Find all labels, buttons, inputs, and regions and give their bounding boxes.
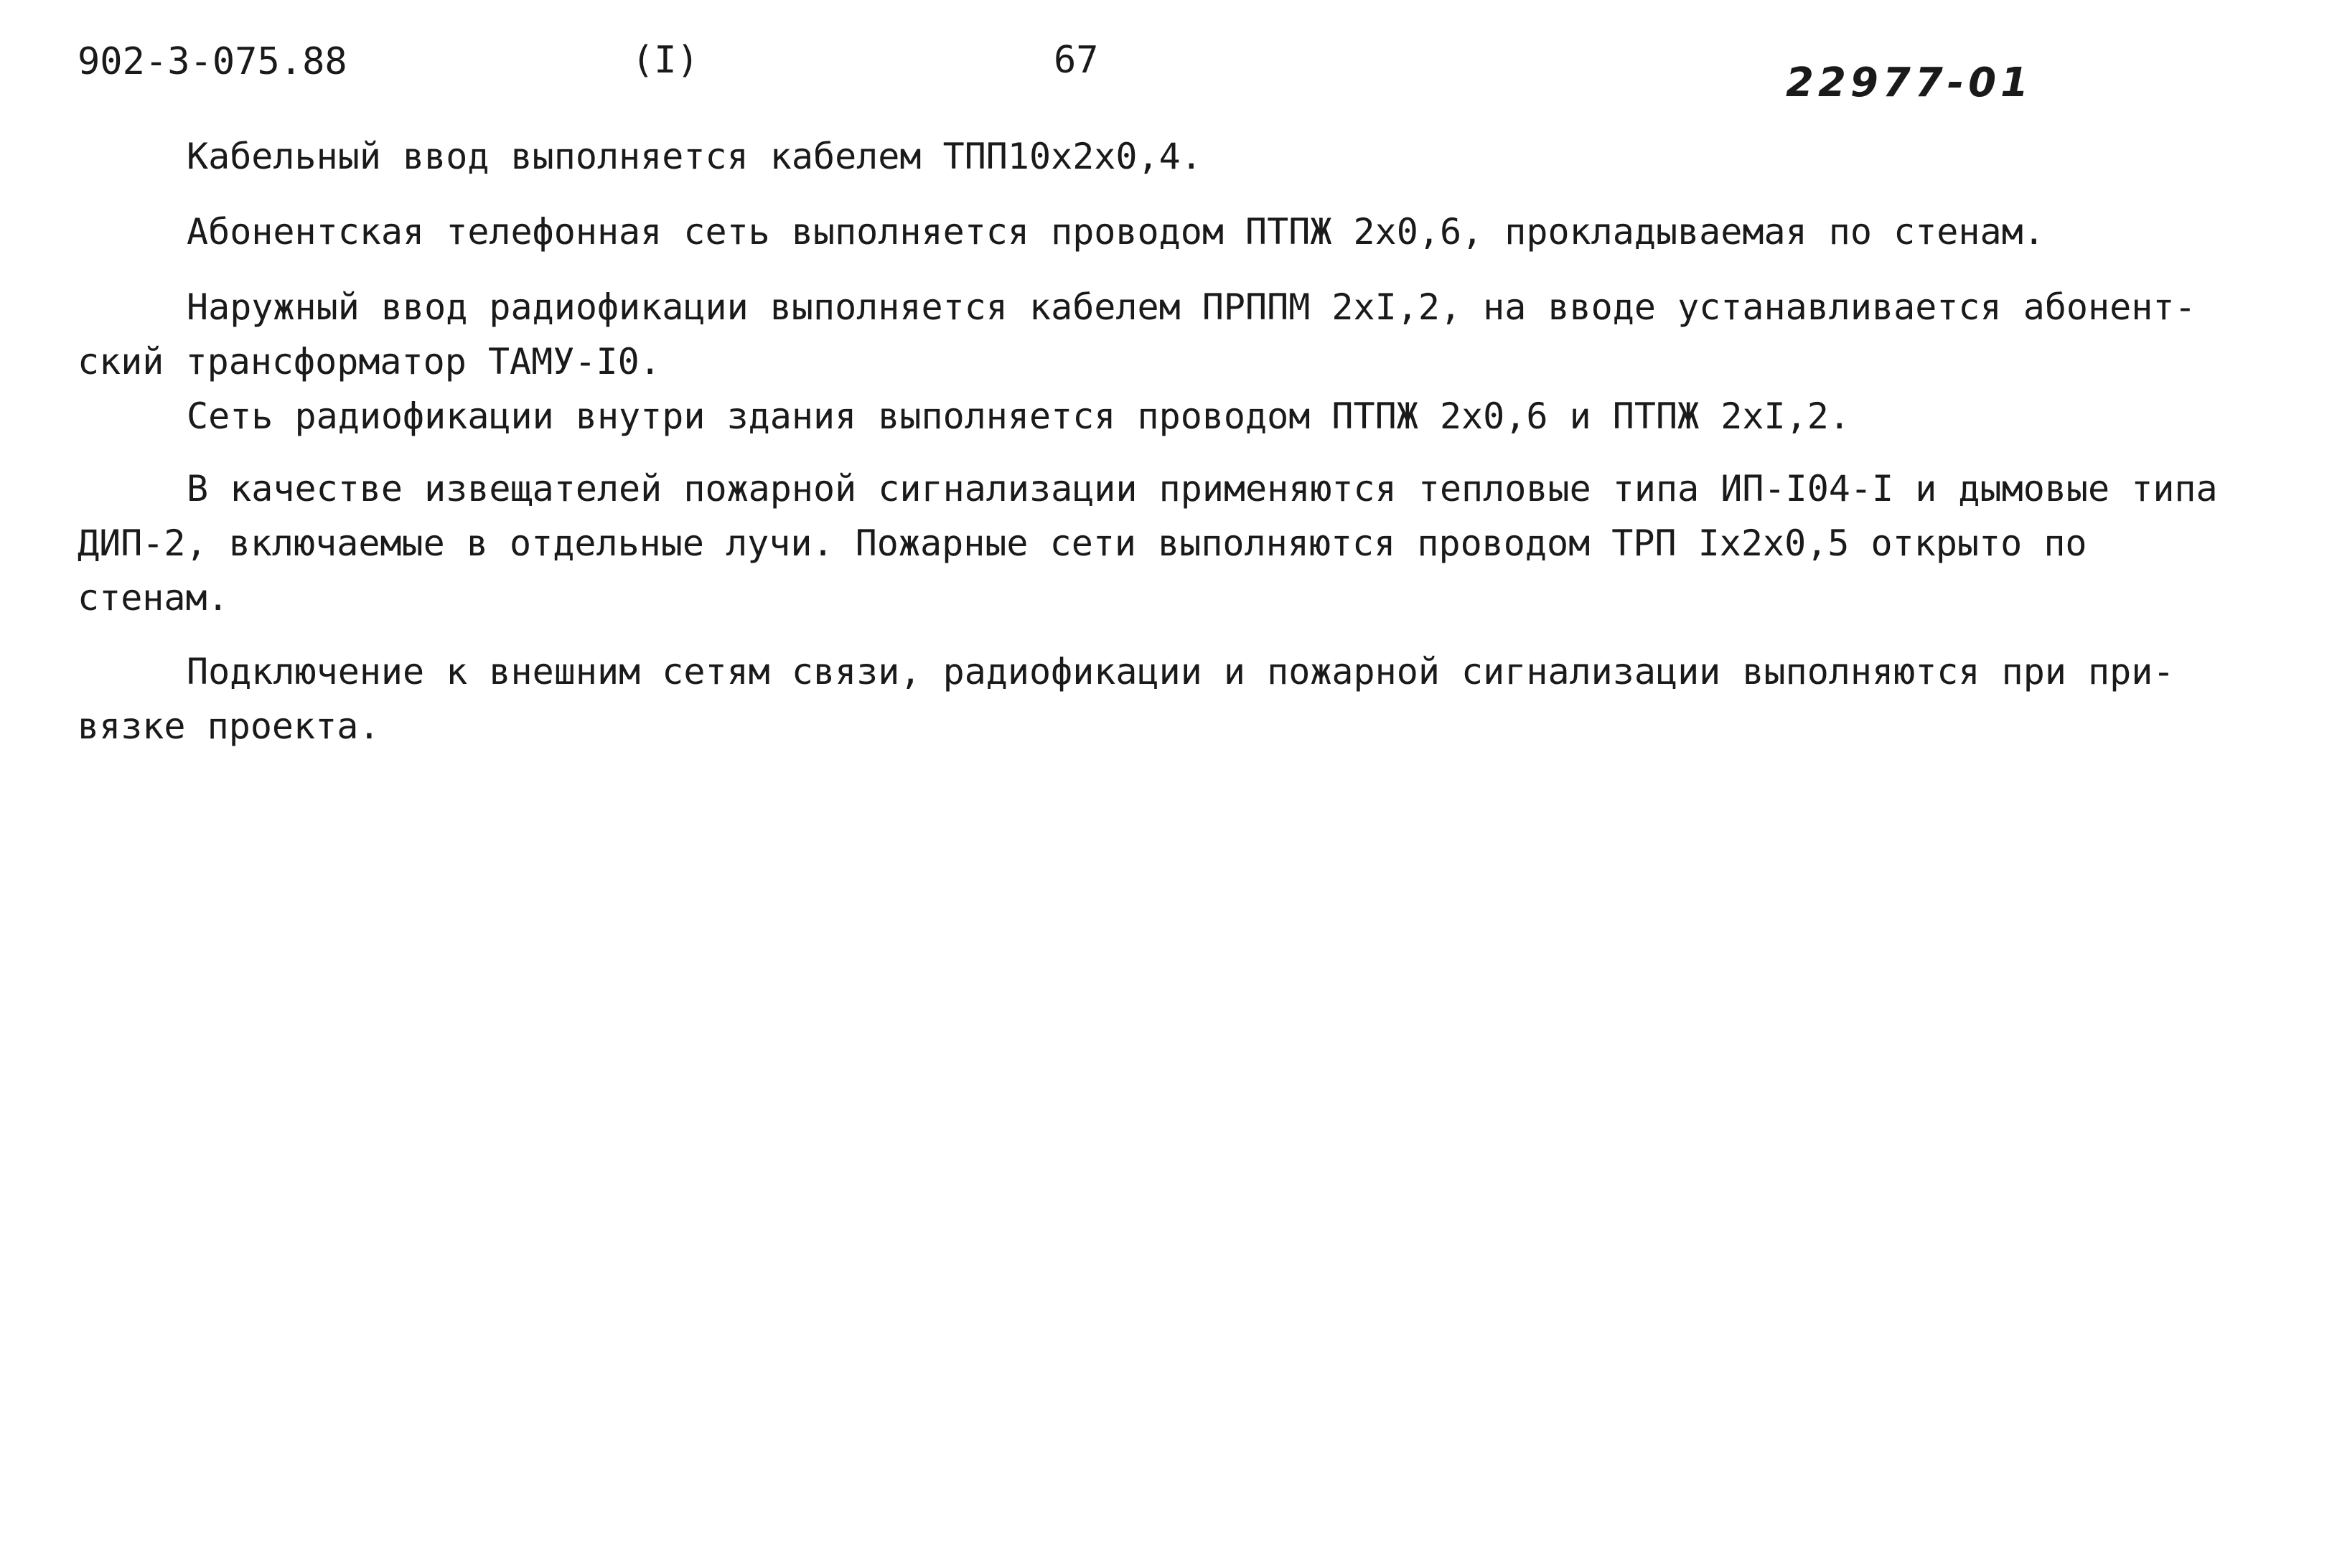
paragraph-5-line-3: стенам. <box>78 577 229 619</box>
paragraph-6-line-1: Подключение к внешним сетям связи, радиофикации и пожарной сигнализации выполняются при при- <box>187 651 2175 693</box>
page-number: 67 <box>1054 39 1099 82</box>
paragraph-5-line-2: ДИП-2, включаемые в отдельные лучи. Пожарные сети выполняются проводом ТРП Iх2х0,5 открыто по <box>78 522 2087 564</box>
paragraph-6-line-2: вязке проекта. <box>78 705 380 747</box>
inventory-number: 22977-01 <box>1786 60 2033 106</box>
paragraph-3-line-2: ский трансформатор ТАМУ-I0. <box>78 341 661 382</box>
paragraph-3-line-1: Наружный ввод радиофикации выполняется кабелем ПРППМ 2хI,2, на вводе устанавливается абонент- <box>187 286 2196 328</box>
paragraph-2-line-1: Абонентская телефонная сеть выполняется проводом ПТПЖ 2х0,6, прокладываемая по стенам. <box>187 211 2045 253</box>
paragraph-1-line-1: Кабельный ввод выполняется кабелем ТПП10х2х0,4. <box>187 136 1202 177</box>
document-code: 902-3-075.88 <box>78 40 347 83</box>
sheet-part-label: (I) <box>632 39 699 82</box>
paragraph-5-line-1: В качестве извещателей пожарной сигнализации применяются тепловые типа ИП-I04-I и дымовые типа <box>187 468 2218 510</box>
paragraph-4-line-1: Сеть радиофикации внутри здания выполняется проводом ПТПЖ 2х0,6 и ПТПЖ 2хI,2. <box>187 395 1850 437</box>
